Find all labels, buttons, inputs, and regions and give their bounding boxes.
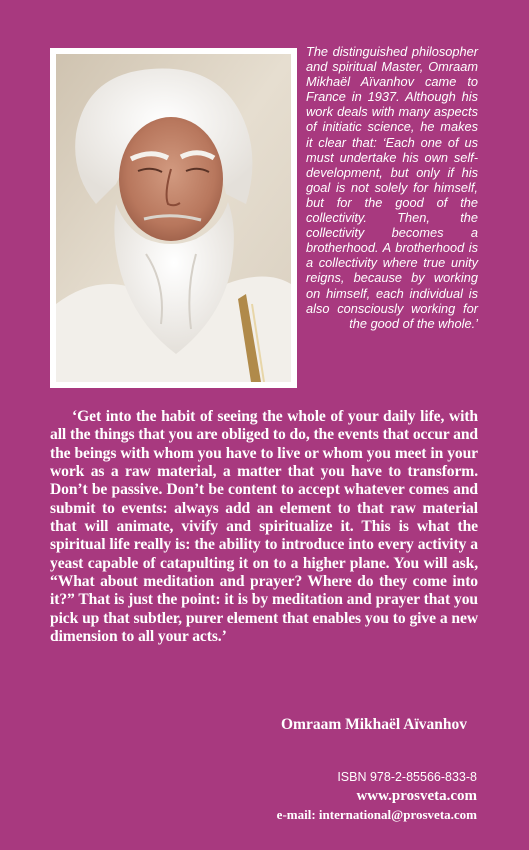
website-link[interactable]: www.prosveta.com	[356, 788, 477, 804]
publisher-footer	[277, 768, 477, 824]
intro-paragraph: The distinguished philosopher and spiritual Master, Omraam Mikhaël Aïvanhov came to France in 1937. Although his work deals with many aspects of initiatic science, he makes it clear that: ‘Each one of us must undertake his own self-development, but only if his goal is not solely for himself, but for the good of the collectivity. Then, the collectivity becomes a brotherhood. A brotherhood is a collectivity where true unity reigns, because by working on himself, each individual is also consciously working for the good of the whole.’	[306, 44, 478, 331]
portrait-photo	[56, 54, 291, 382]
quote-paragraph: ‘Get into the habit of seeing the whole of your daily life, with all the things that you are obliged to do, the events that occur and the beings with whom you have to live or whom you meet in your work as a raw material, a matter that you have to transform. Don’t be passive. Don’t be content to accept whatever comes and submit to events: always add an element to that raw material that will animate, vivify and spiritualize it. This is what the spiritual life really is: the ability to introduce into every activity a yeast capable of catapulting it on to a higher plane. You will ask, “What about meditation and prayer? Where do they come into it?” That is just the point: it is by meditation and prayer that you pick up that subtler, purer element that enables you to give a new dimension to all your acts.’	[50, 408, 478, 646]
author-signature: Omraam Mikhaël Aïvanhov	[280, 716, 467, 733]
portrait-photo-frame	[50, 48, 297, 388]
email-address[interactable]: e-mail: international@prosveta.com	[276, 807, 477, 822]
isbn-number: ISBN 978-2-85566-833-8	[337, 770, 477, 784]
